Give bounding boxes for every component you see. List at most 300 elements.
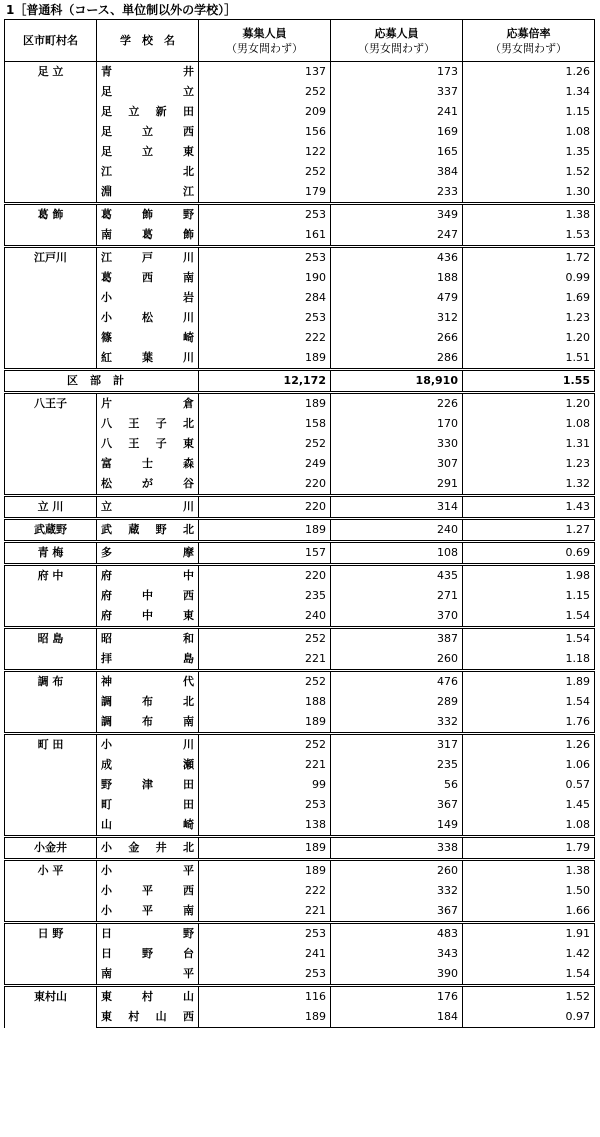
school-cell [97,775,199,795]
school-name-char: 葉 [142,351,153,364]
applicants-value: 367 [331,795,463,815]
applicants-value: 184 [331,1007,463,1028]
capacity-value: 189 [199,519,331,542]
header-applicants-note: （男女問わず） [358,41,435,55]
school-name-char: 神 [101,675,112,688]
school-name-char: 子 [155,437,167,450]
applicants-value: 235 [331,755,463,775]
school-name [101,122,194,142]
table-header [5,20,595,62]
ratio-value: 1.30 [463,182,595,204]
school-name-char: 子 [155,417,167,430]
school-cell [97,82,199,102]
school-name-char: 台 [183,947,194,960]
school-name [101,649,194,669]
school-name-char: 野 [101,778,112,791]
school-name-char: 西 [142,271,153,284]
school-name-char: 岩 [183,291,194,304]
header-applicants [331,20,463,62]
school-name-char: 小 [101,864,112,877]
school-name-char: 葛 [142,228,153,241]
school-name [101,205,194,225]
ratio-value: 1.53 [463,225,595,247]
table-row [5,837,595,860]
school-name-char: 西 [183,884,194,897]
school-name-char: 葛 [101,208,112,221]
capacity-value: 253 [199,964,331,986]
school-name [101,268,194,288]
school-name-char: 東 [183,609,194,622]
school-name-char: 代 [183,675,194,688]
school-name-char: 日 [101,947,112,960]
school-name [101,434,194,454]
school-name-char: 南 [183,904,194,917]
ratio-value: 1.15 [463,102,595,122]
school-name [101,225,194,245]
school-name-char: 布 [142,695,153,708]
capacity-value: 252 [199,734,331,756]
school-name-char: 士 [142,457,153,470]
school-cell [97,308,199,328]
school-name-char: 北 [183,165,194,178]
ratio-value: 1.20 [463,328,595,348]
school-name [101,142,194,162]
school-cell [97,122,199,142]
school-cell [97,1007,199,1028]
ratio-value: 1.52 [463,162,595,182]
table-row [5,62,595,83]
school-name [101,987,194,1007]
school-name-char: が [142,477,153,490]
school-name-char: 武 [101,523,112,536]
school-cell [97,102,199,122]
school-name [101,162,194,182]
capacity-value: 253 [199,308,331,328]
capacity-value: 189 [199,860,331,882]
school-name-char: 北 [182,417,194,430]
school-cell [97,542,199,565]
school-name-char: 北 [183,695,194,708]
area-name: 府 中 [5,565,97,628]
capacity-value: 221 [199,755,331,775]
header-ratio-label: 応募倍率 [506,26,551,40]
table-body [5,62,595,1028]
area-name: 小金井 [5,837,97,860]
table-row [5,734,595,756]
school-name-char: 成 [101,758,112,771]
school-name-char: 村 [128,1010,140,1023]
applicants-value: 479 [331,288,463,308]
ratio-value: 1.20 [463,393,595,415]
capacity-value: 99 [199,775,331,795]
school-name-char: 片 [101,397,112,410]
applicants-value: 343 [331,944,463,964]
ratio-value: 0.99 [463,268,595,288]
subtotal-applicants: 18,910 [331,370,463,393]
school-name-char: 崎 [183,331,194,344]
capacity-value: 252 [199,671,331,693]
school-name-char: 野 [183,927,194,940]
ratio-value: 1.51 [463,348,595,370]
applicants-value: 176 [331,986,463,1008]
school-cell [97,649,199,671]
ratio-value: 1.45 [463,795,595,815]
school-name [101,775,194,795]
school-cell [97,565,199,587]
area-name: 東村山 [5,986,97,1028]
capacity-value: 249 [199,454,331,474]
school-name-char: 足 [101,85,112,98]
school-name [101,586,194,606]
school-name-char: 田 [182,105,194,118]
table-row [5,628,595,650]
school-name-char: 中 [142,609,153,622]
capacity-value: 138 [199,815,331,837]
applicants-value: 338 [331,837,463,860]
school-name-char: 多 [101,546,112,559]
applicants-value: 312 [331,308,463,328]
school-name-char: 立 [142,125,153,138]
area-name: 武蔵野 [5,519,97,542]
capacity-value: 253 [199,923,331,945]
school-name-char: 西 [183,589,194,602]
school-name [101,328,194,348]
school-name-char: 川 [183,500,194,513]
ratio-value: 1.15 [463,586,595,606]
school-name-char: 町 [101,798,112,811]
school-name-char: 田 [183,778,194,791]
ratio-value: 1.35 [463,142,595,162]
capacity-value: 189 [199,712,331,734]
school-cell [97,162,199,182]
ratio-value: 1.43 [463,496,595,519]
school-name-char: 井 [183,65,194,78]
school-cell [97,454,199,474]
school-name-char: 島 [183,652,194,665]
school-cell [97,288,199,308]
capacity-value: 221 [199,901,331,923]
school-name [101,735,194,755]
table-row [5,247,595,269]
capacity-value: 189 [199,1007,331,1028]
school-name-char: 北 [182,523,194,536]
area-name: 町 田 [5,734,97,837]
school-cell [97,795,199,815]
table-row [5,542,595,565]
school-name-char: 北 [182,841,194,854]
ratio-value: 1.54 [463,692,595,712]
applicants-value: 307 [331,454,463,474]
school-name-char: 立 [101,500,112,513]
school-name [101,474,194,494]
school-name-char: 小 [101,904,112,917]
applicants-value: 289 [331,692,463,712]
school-cell [97,628,199,650]
school-cell [97,62,199,83]
school-name [101,566,194,586]
capacity-value: 179 [199,182,331,204]
school-name-char: 戸 [142,251,153,264]
school-name-char: 飾 [142,208,153,221]
ratio-value: 1.08 [463,815,595,837]
capacity-value: 157 [199,542,331,565]
ratio-value: 0.57 [463,775,595,795]
school-cell [97,755,199,775]
applicants-value: 260 [331,860,463,882]
school-name [101,288,194,308]
school-name-char: 府 [101,569,112,582]
applicants-value: 188 [331,268,463,288]
school-name-char: 松 [101,477,112,490]
school-name-char: 足 [101,125,112,138]
applicants-value: 390 [331,964,463,986]
school-cell [97,328,199,348]
applicants-value: 149 [331,815,463,837]
ratio-value: 1.79 [463,837,595,860]
school-name [101,102,194,122]
school-name-char: 布 [142,715,153,728]
school-name-char: 篠 [101,331,112,344]
capacity-value: 190 [199,268,331,288]
school-name-char: 江 [101,251,112,264]
area-name: 八王子 [5,393,97,496]
school-cell [97,348,199,370]
school-name [101,308,194,328]
school-name-char: 東 [182,437,194,450]
school-name [101,712,194,732]
school-name-char: 小 [101,291,112,304]
applicants-value: 332 [331,881,463,901]
table-row [5,393,595,415]
ratio-value: 1.54 [463,964,595,986]
area-name: 昭 島 [5,628,97,671]
school-name-char: 調 [101,695,112,708]
school-name-char: 江 [101,165,112,178]
ratio-value: 1.52 [463,986,595,1008]
table-row [5,986,595,1008]
ratio-value: 1.34 [463,82,595,102]
school-name-char: 王 [128,437,140,450]
school-name-char: 中 [183,569,194,582]
capacity-value: 122 [199,142,331,162]
applicants-value: 314 [331,496,463,519]
school-cell [97,815,199,837]
table-caption: 1［普通科（コース、単位制以外の学校）］ [6,3,237,17]
school-name [101,881,194,901]
school-cell [97,837,199,860]
applicants-value: 332 [331,712,463,734]
school-name-char: 拝 [101,652,112,665]
applicants-value: 337 [331,82,463,102]
school-cell [97,881,199,901]
school-name-char: 谷 [183,477,194,490]
ratio-value: 1.89 [463,671,595,693]
header-area: 区市町村名 [5,20,97,62]
applicants-value: 226 [331,393,463,415]
school-name-char: 東 [183,145,194,158]
subtotal-capacity: 12,172 [199,370,331,393]
school-name-char: 野 [183,208,194,221]
applicants-value: 165 [331,142,463,162]
school-name-char: 川 [183,311,194,324]
header-capacity-label: 募集人員 [242,26,287,40]
school-cell [97,712,199,734]
school-name-char: 西 [182,1010,194,1023]
applicants-value: 247 [331,225,463,247]
school-name-char: 南 [183,715,194,728]
school-name-char: 川 [183,351,194,364]
ratio-value: 1.27 [463,519,595,542]
table-row [5,671,595,693]
school-cell [97,414,199,434]
area-name: 小 平 [5,860,97,923]
applicants-value: 260 [331,649,463,671]
applicants-value: 330 [331,434,463,454]
school-name-char: 調 [101,715,112,728]
capacity-value: 284 [199,288,331,308]
capacity-value: 188 [199,692,331,712]
school-name-char: 日 [101,927,112,940]
header-capacity [199,20,331,62]
school-name-char: 村 [142,990,153,1003]
applicants-value: 286 [331,348,463,370]
ratio-value: 1.69 [463,288,595,308]
table-row [5,565,595,587]
subtotal-row [5,370,595,393]
application-ratio-table [4,19,595,1028]
capacity-value: 253 [199,795,331,815]
ratio-value: 0.69 [463,542,595,565]
school-name-char: 山 [183,990,194,1003]
school-name-char: 紅 [101,351,112,364]
area-name: 江戸川 [5,247,97,370]
applicants-value: 317 [331,734,463,756]
school-name [101,944,194,964]
school-cell [97,986,199,1008]
school-name-char: 松 [142,311,153,324]
header-ratio-note: （男女問わず） [490,41,567,55]
school-name-char: 山 [155,1010,167,1023]
school-name-char: 立 [183,85,194,98]
applicants-value: 349 [331,204,463,226]
school-name [101,964,194,984]
school-name [101,924,194,944]
school-name-char: 崎 [183,818,194,831]
header-applicants-label: 応募人員 [374,26,419,40]
school-cell [97,944,199,964]
school-cell [97,692,199,712]
applicants-value: 387 [331,628,463,650]
capacity-value: 189 [199,837,331,860]
school-name [101,1007,194,1027]
capacity-value: 220 [199,565,331,587]
school-name [101,861,194,881]
capacity-value: 156 [199,122,331,142]
school-name-char: 野 [142,947,153,960]
table-row [5,496,595,519]
ratio-value: 1.54 [463,606,595,628]
school-cell [97,586,199,606]
ratio-value: 1.06 [463,755,595,775]
school-name-char: 府 [101,589,112,602]
applicants-value: 240 [331,519,463,542]
school-name-char: 東 [101,990,112,1003]
applicants-value: 435 [331,565,463,587]
capacity-value: 220 [199,496,331,519]
capacity-value: 222 [199,328,331,348]
school-name-char: 立 [142,145,153,158]
school-name [101,838,194,858]
applicants-value: 370 [331,606,463,628]
school-name-char: 立 [128,105,140,118]
table-row [5,204,595,226]
applicants-value: 241 [331,102,463,122]
school-name [101,182,194,202]
school-name-char: 飾 [183,228,194,241]
school-cell [97,519,199,542]
school-cell [97,393,199,415]
school-name-char: 西 [183,125,194,138]
capacity-value: 189 [199,393,331,415]
area-name: 調 布 [5,671,97,734]
ratio-value: 0.97 [463,1007,595,1028]
school-name-char: 昭 [101,632,112,645]
school-cell [97,204,199,226]
ratio-value: 1.23 [463,308,595,328]
ratio-value: 1.26 [463,734,595,756]
school-name-char: 小 [101,841,112,854]
applicants-value: 436 [331,247,463,269]
school-name [101,62,194,82]
school-name [101,497,194,517]
school-name-char: 津 [142,778,153,791]
school-name-char: 東 [101,1010,112,1023]
school-name [101,795,194,815]
ratio-value: 1.76 [463,712,595,734]
school-name-char: 足 [101,105,112,118]
capacity-value: 116 [199,986,331,1008]
ratio-value: 1.91 [463,923,595,945]
capacity-value: 252 [199,82,331,102]
school-name-char: 南 [101,228,112,241]
school-cell [97,142,199,162]
school-name-char: 江 [183,185,194,198]
school-name [101,606,194,626]
capacity-value: 158 [199,414,331,434]
school-name [101,520,194,540]
school-name-char: 蔵 [128,523,140,536]
school-name-char: 平 [142,884,153,897]
capacity-value: 252 [199,434,331,454]
school-name-char: 王 [128,417,140,430]
ratio-value: 1.72 [463,247,595,269]
ratio-value: 1.18 [463,649,595,671]
school-name [101,755,194,775]
applicants-value: 233 [331,182,463,204]
applicants-value: 384 [331,162,463,182]
area-name: 足 立 [5,62,97,204]
ratio-value: 1.98 [463,565,595,587]
school-name [101,629,194,649]
ratio-value: 1.42 [463,944,595,964]
school-name-char: 青 [101,65,112,78]
school-cell [97,734,199,756]
school-name-char: 平 [142,904,153,917]
school-cell [97,923,199,945]
school-cell [97,225,199,247]
applicants-value: 266 [331,328,463,348]
school-name-char: 富 [101,457,112,470]
